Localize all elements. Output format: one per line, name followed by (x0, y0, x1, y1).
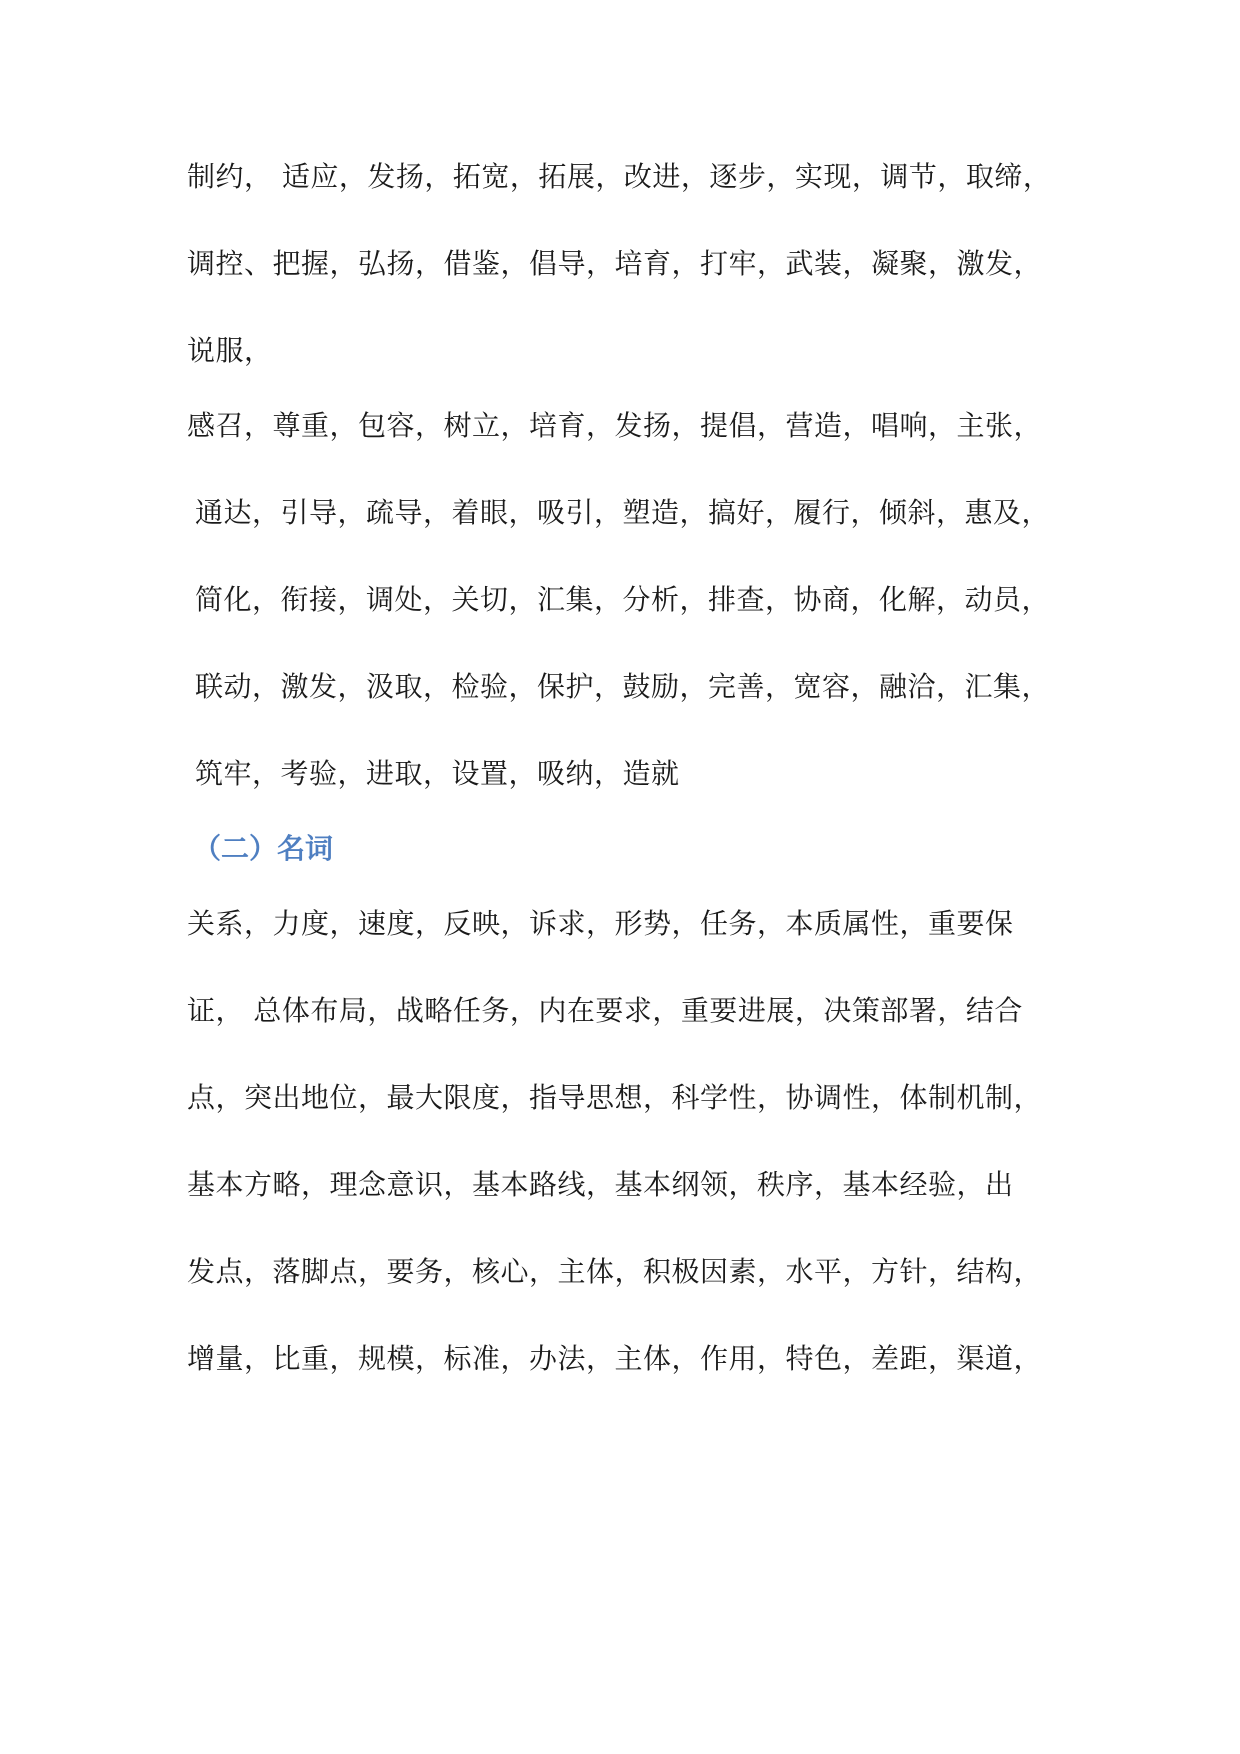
section-heading-nouns: （二）名词 (193, 832, 334, 865)
noun-line-2: 证， 总体布局，战略任务，内在要求，重要进展，决策部署，结合 (187, 994, 1023, 1027)
verb-line-8: 筑牢，考验，进取，设置，吸纳，造就 (195, 757, 680, 790)
verb-line-3: 说服， (187, 334, 273, 367)
verb-line-7: 联动，激发，汲取，检验，保护，鼓励，完善，宽容，融洽，汇集， (195, 670, 1051, 703)
noun-line-5: 发点，落脚点，要务，核心，主体，积极因素，水平，方针，结构， (187, 1255, 1043, 1288)
verb-line-1: 制约， 适应，发扬，拓宽，拓展，改进，逐步，实现，调节，取缔， (187, 160, 1052, 193)
noun-line-4: 基本方略，理念意识，基本路线，基本纲领，秩序，基本经验，出 (187, 1168, 1014, 1201)
verb-line-2: 调控、把握，弘扬，借鉴，倡导，培育，打牢，武装，凝聚，激发， (187, 247, 1043, 280)
verb-line-5: 通达，引导，疏导，着眼，吸引，塑造，搞好，履行，倾斜，惠及， (195, 496, 1051, 529)
noun-line-1: 关系，力度，速度，反映，诉求，形势，任务，本质属性，重要保 (187, 907, 1014, 940)
noun-line-6: 增量，比重，规模，标准，办法，主体，作用，特色，差距，渠道， (187, 1342, 1043, 1375)
noun-line-3: 点，突出地位，最大限度，指导思想，科学性，协调性，体制机制， (187, 1081, 1043, 1114)
verb-line-4: 感召，尊重，包容，树立，培育，发扬，提倡，营造，唱响，主张， (187, 409, 1043, 442)
verb-line-6: 简化，衔接，调处，关切，汇集，分析，排查，协商，化解，动员， (195, 583, 1051, 616)
